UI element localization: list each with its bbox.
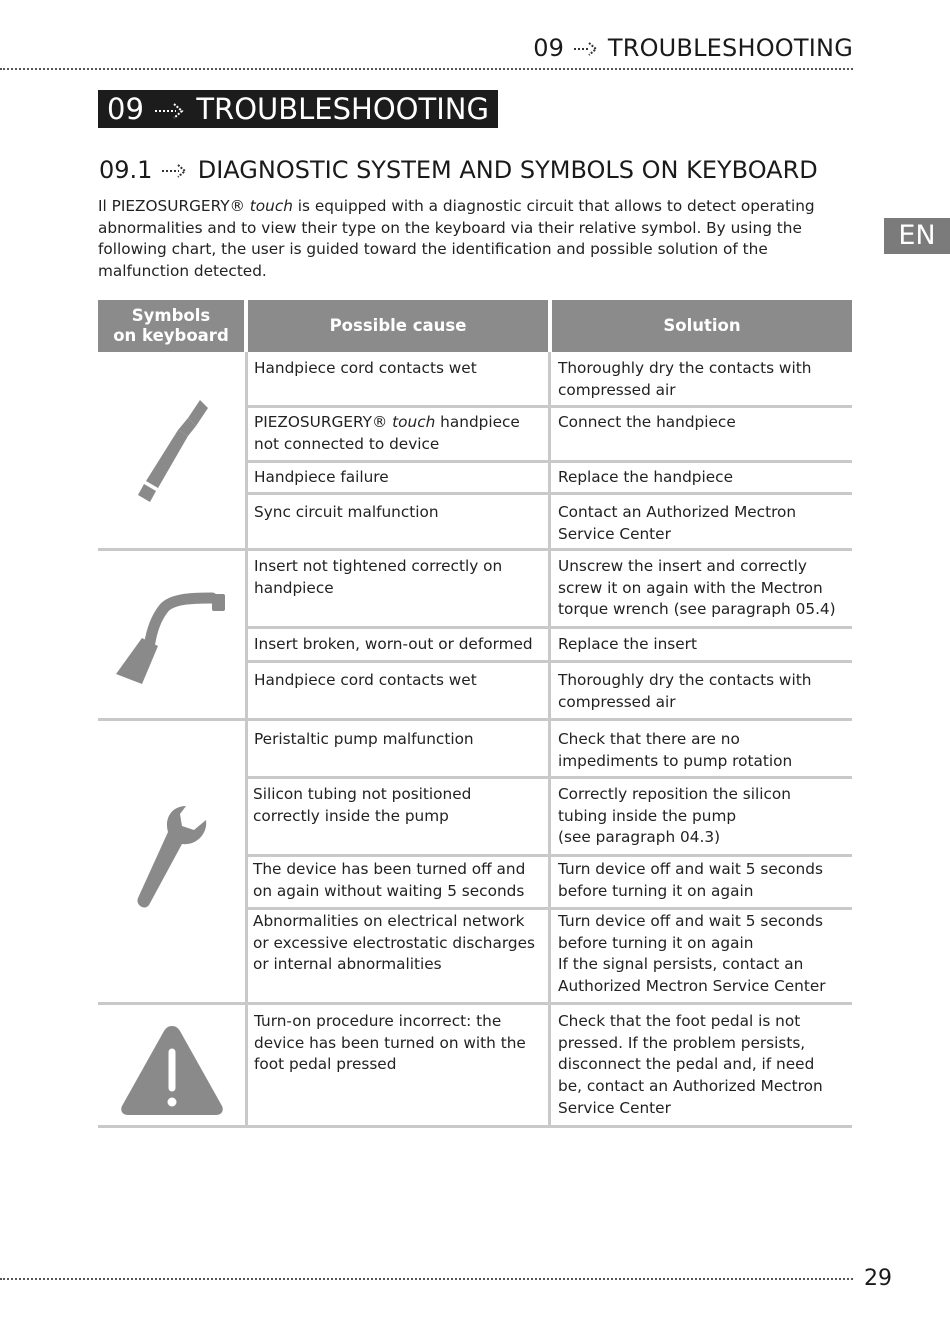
- solution-cell: [558, 556, 836, 621]
- handpiece-icon: [128, 396, 212, 510]
- cause-text: foot pedal pressed: [254, 1055, 397, 1074]
- solution-text: before turning it on again: [558, 881, 754, 900]
- cause-cell: [253, 784, 471, 827]
- column-header-solution: Solution: [552, 300, 852, 352]
- subsection-num: 09.1: [99, 156, 153, 184]
- solution-text: torque wrench (see paragraph 05.4): [558, 600, 836, 619]
- solution-text: Unscrew the insert and correctly: [558, 557, 807, 575]
- solution-cell: [558, 859, 823, 902]
- solution-text: be, contact an Authorized Mectron: [558, 1077, 823, 1096]
- row-divider: [248, 460, 852, 463]
- language-tab: EN: [884, 218, 950, 254]
- solution-text: tubing inside the pump: [558, 806, 737, 825]
- cause-text: Peristaltic pump malfunction: [254, 730, 474, 748]
- solution-text: before turning it on again: [558, 933, 754, 952]
- cause-text: PIEZOSURGERY®: [254, 413, 393, 431]
- row-divider: [248, 626, 852, 629]
- solution-text: Check that the foot pedal is not: [558, 1012, 801, 1030]
- cause-cell: [254, 634, 533, 656]
- intro-emphasis: touch: [249, 197, 293, 215]
- row-divider: [248, 907, 852, 910]
- solution-cell: [558, 670, 811, 713]
- column-header-symbols: [98, 300, 244, 352]
- cause-cell: [254, 556, 502, 599]
- solution-text: Turn device off and wait 5 seconds: [558, 912, 823, 930]
- intro-text: abnormalities and to view their type on the keyboard via their relative symbol. By using the: [98, 218, 802, 237]
- cause-text: or excessive electrostatic discharges: [253, 933, 535, 952]
- solution-text: (see paragraph 04.3): [558, 828, 721, 847]
- solution-text: Authorized Mectron Service Center: [558, 977, 826, 996]
- cause-cell: [254, 670, 477, 692]
- cause-text: handpiece: [435, 413, 520, 431]
- cause-text: Sync circuit malfunction: [254, 503, 439, 521]
- cause-text: Handpiece failure: [254, 468, 389, 486]
- cause-text: Handpiece cord contacts wet: [254, 359, 477, 377]
- cause-cell: [254, 412, 520, 455]
- solution-text: compressed air: [558, 380, 676, 399]
- solution-text: Correctly reposition the silicon: [558, 785, 791, 803]
- cause-text: not connected to device: [254, 434, 440, 453]
- solution-text: Connect the handpiece: [558, 413, 736, 431]
- intro-paragraph: [98, 196, 833, 283]
- row-divider: [248, 405, 852, 408]
- running-header: [0, 34, 853, 62]
- dotted-arrow-icon: [160, 162, 190, 180]
- cause-text: Insert not tightened correctly on: [254, 557, 503, 575]
- solution-cell: [558, 358, 811, 401]
- intro-text: is equipped with a diagnostic circuit that allows to detect operating: [292, 197, 815, 215]
- column-divider: [548, 352, 551, 1128]
- cause-cell: [254, 467, 389, 489]
- section-num: 09: [107, 92, 144, 126]
- column-header-text: Symbols: [131, 306, 211, 325]
- column-header-cause: Possible cause: [248, 300, 548, 352]
- group-divider: [98, 1002, 852, 1005]
- cause-text: correctly inside the pump: [253, 806, 449, 825]
- wrench-icon: [128, 802, 212, 916]
- solution-cell: [558, 784, 791, 849]
- solution-text: Replace the handpiece: [558, 468, 734, 486]
- cause-text: The device has been turned off and: [253, 860, 526, 878]
- footer-divider: [0, 1278, 853, 1280]
- solution-text: Turn device off and wait 5 seconds: [558, 860, 823, 878]
- subsection-label: DIAGNOSTIC SYSTEM AND SYMBOLS ON KEYBOARD: [197, 156, 818, 184]
- solution-cell: [558, 467, 733, 489]
- intro-text: malfunction detected.: [98, 262, 267, 281]
- solution-cell: [558, 911, 826, 998]
- column-divider: [245, 352, 248, 1128]
- row-divider: [248, 854, 852, 857]
- cause-text: Silicon tubing not positioned: [253, 785, 472, 803]
- cause-text: Abnormalities on electrical network: [253, 912, 525, 930]
- solution-text: screw it on again with the Mectron: [558, 578, 823, 597]
- cause-cell: [254, 502, 439, 524]
- solution-cell: [558, 729, 792, 772]
- running-header-num: 09: [533, 34, 565, 62]
- solution-text: Service Center: [558, 524, 671, 543]
- solution-text: If the signal persists, contact an: [558, 955, 804, 974]
- group-divider: [98, 718, 852, 721]
- solution-text: Replace the insert: [558, 635, 697, 653]
- solution-text: Thoroughly dry the contacts with: [558, 359, 812, 377]
- intro-text: Il PIEZOSURGERY®: [98, 197, 250, 215]
- section-title: [98, 90, 498, 128]
- solution-text: Check that there are no: [558, 730, 740, 748]
- solution-cell: [558, 1011, 823, 1120]
- warning-icon: [118, 1022, 226, 1118]
- solution-text: compressed air: [558, 692, 676, 711]
- solution-text: Contact an Authorized Mectron: [558, 503, 797, 521]
- cause-cell: [254, 729, 474, 751]
- solution-text: Service Center: [558, 1098, 671, 1117]
- solution-cell: [558, 634, 697, 656]
- cause-cell: [253, 859, 525, 902]
- solution-text: pressed. If the problem persists,: [558, 1033, 806, 1052]
- row-divider: [248, 492, 852, 495]
- row-divider: [248, 776, 852, 779]
- solution-cell: [558, 412, 736, 434]
- column-header-text: on keyboard: [113, 326, 229, 345]
- intro-text: following chart, the user is guided toward the identification and possible solution of the: [98, 240, 768, 259]
- solution-text: Thoroughly dry the contacts with: [558, 671, 812, 689]
- cause-text: or internal abnormalities: [253, 955, 442, 974]
- cause-cell: [253, 911, 535, 976]
- cause-text: device has been turned on with the: [254, 1033, 526, 1052]
- cause-cell: [254, 1011, 526, 1076]
- insert-tip-icon: [112, 590, 230, 690]
- cause-text: handpiece: [254, 578, 334, 597]
- group-divider: [98, 548, 852, 551]
- solution-text: disconnect the pedal and, if need: [558, 1055, 815, 1074]
- cause-text: Handpiece cord contacts wet: [254, 671, 477, 689]
- table-bottom-border: [98, 1125, 852, 1128]
- running-header-title: TROUBLESHOOTING: [607, 34, 853, 62]
- solution-text: impediments to pump rotation: [558, 751, 793, 770]
- cause-text: Insert broken, worn-out or deformed: [254, 635, 533, 653]
- dotted-arrow-icon: [572, 40, 600, 58]
- section-label: TROUBLESHOOTING: [196, 92, 489, 126]
- dotted-arrow-icon: [153, 101, 187, 121]
- cause-text: on again without waiting 5 seconds: [253, 881, 525, 900]
- header-divider: [0, 68, 853, 70]
- solution-cell: [558, 502, 796, 545]
- cause-text: Turn-on procedure incorrect: the: [254, 1012, 502, 1030]
- row-divider: [248, 660, 852, 663]
- subsection-title: [99, 156, 818, 184]
- page-number: 29: [864, 1266, 892, 1291]
- cause-cell: [254, 358, 477, 380]
- cause-emphasis: touch: [392, 413, 436, 431]
